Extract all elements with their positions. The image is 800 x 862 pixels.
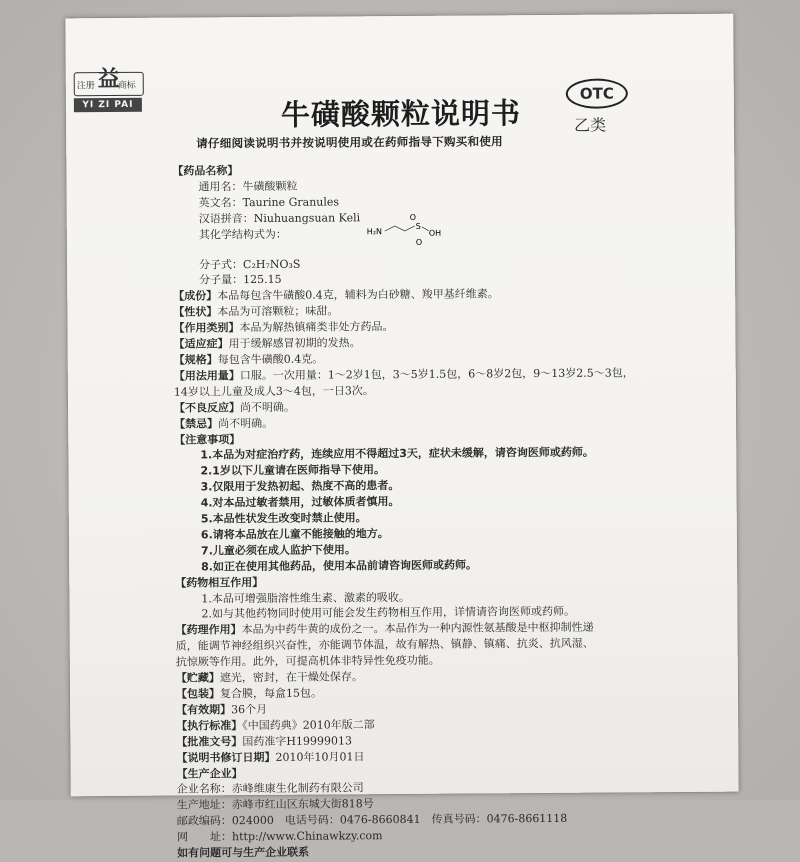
adverse-text: 尚不明确。: [239, 400, 296, 414]
interaction-header: 【药物相互作用】: [175, 575, 264, 590]
note-item: 5.本品性状发生改变时禁止使用。: [200, 511, 367, 526]
pharmacology-text-2: 质，能调节神经组织兴奋性，亦能调节体温，故有解热、镇静、镇痛、抗炎、抗风湿、: [175, 636, 594, 653]
formula-label: 分子式：: [198, 257, 244, 271]
interaction-item: 2.如与其他药物同时使用可能会发生药物相互作用，详情请咨询医师或药师。: [201, 605, 575, 621]
category-text: 本品为解热镇痛类非处方药品。: [239, 320, 394, 335]
storage-header: 【贮藏】: [175, 671, 220, 685]
otc-badge: OTC: [566, 78, 628, 108]
revision-header: 【说明书修订日期】: [176, 750, 276, 765]
formula-value: C₂H₇NO₃S: [242, 257, 301, 271]
package-header: 【包装】: [175, 687, 221, 701]
usage-text-2: 14岁以上儿童及成人3～4包，一日3次。: [173, 383, 374, 399]
logo-right-word: 商标: [117, 80, 136, 91]
storage-text: 遮光，密封，在干燥处保存。: [219, 670, 363, 685]
document-title: 牛磺酸颗粒说明书: [280, 96, 522, 132]
indication-header: 【适应症】: [173, 337, 229, 351]
note-item: 6.请将本品放在儿童不能接触的地方。: [200, 527, 389, 542]
standard-header: 【执行标准】: [176, 718, 243, 733]
adverse-header: 【不良反应】: [173, 400, 241, 415]
notes-header: 【注意事项】: [174, 432, 241, 447]
chem-sulfur: S: [415, 221, 421, 231]
company-address: 生产地址：赤峰市红山区东城大街818号: [176, 797, 374, 812]
note-item: 2.1岁以下儿童请在医师指导下使用。: [200, 463, 385, 478]
revision-text: 2010年10月01日: [275, 749, 365, 764]
usage-text-1: 口服。一次用量：1～2岁1包，3～5岁1.5包，6～8岁2包，9～13岁2.5～3包，: [239, 366, 634, 383]
composition-header: 【成份】: [173, 289, 218, 303]
approval-header: 【批准文号】: [176, 734, 243, 749]
chem-amine: H₂N: [366, 227, 383, 237]
note-item: 8.如正在使用其他药品，使用本品前请咨询医师或药师。: [201, 558, 478, 574]
character-header: 【性状】: [173, 305, 218, 319]
contra-header: 【禁忌】: [174, 416, 219, 431]
validity-header: 【有效期】: [176, 703, 232, 717]
company-contact: 邮政编码：024000 电话号码：0476-8660841 传真号码：0476-8661118: [176, 812, 568, 828]
contra-text: 尚不明确。: [218, 416, 274, 430]
validity-text: 36个月: [231, 702, 268, 717]
chem-oxygen-top: O: [409, 212, 417, 222]
note-item: 7.儿童必须在成人监护下使用。: [200, 543, 356, 558]
composition-text: 本品每包含牛磺酸0.4克，辅料为白砂糖、羧甲基纤维素。: [217, 287, 499, 303]
logo-pinyin: YI ZI PAI: [74, 98, 142, 112]
chem-oxygen-bottom: O: [415, 237, 423, 247]
otc-class: 乙类: [573, 115, 607, 135]
character-text: 本品为可溶颗粒；味甜。: [217, 304, 339, 319]
usage-header: 【用法用量】: [173, 369, 240, 383]
spec-header: 【规格】: [173, 353, 218, 367]
company-name: 企业名称：赤峰维康生化制药有限公司: [176, 781, 364, 797]
company-website: 网 址：http://www.Chinawkzy.com: [176, 829, 383, 844]
spec-text: 每包含牛磺酸0.4克。: [217, 352, 324, 367]
note-item: 1.本品为对症治疗药，连续应用不得超过3天，症状未缓解，请咨询医师或药师。: [200, 446, 594, 462]
usage-warning: 请仔细阅读说明书并按说明使用或在药师指导下购买和使用: [196, 134, 504, 151]
note-item: 3.仅限用于发热初起、热度不高的患者。: [200, 479, 400, 494]
logo-mark: 益: [97, 66, 120, 93]
indication-text: 用于缓解感冒初期的发热。: [228, 336, 361, 351]
approval-text: 国药准字H19999013: [242, 734, 352, 748]
brand-logo: [74, 62, 144, 122]
footer-note: 如有问题可与生产企业联系: [177, 845, 310, 860]
package-text: 复合膜，每盒15包。: [219, 686, 323, 701]
logo-left-word: 注册: [76, 81, 95, 92]
pharmacology-text-3: 抗惊厥等作用。此外，可提高机体非特异性免疫功能。: [175, 653, 440, 669]
generic-name: 通用名：牛磺酸颗粒: [198, 179, 298, 194]
pharmacology-text-1: 本品为中药牛黄的成份之一。本品作为一种内源性氨基酸是中枢抑制性递: [241, 621, 594, 637]
category-header: 【作用类别】: [173, 321, 240, 335]
pharmacology-header: 【药理作用】: [175, 623, 242, 637]
drug-name-header: 【药品名称】: [172, 164, 239, 178]
standard-text: 《中国药典》2010年版二部: [242, 718, 375, 732]
note-item: 4.对本品过敏者禁用，过敏体质者慎用。: [200, 495, 400, 510]
manufacturer-header: 【生产企业】: [176, 766, 243, 781]
interaction-item: 1.本品可增强脂溶性维生素、激素的吸收。: [201, 590, 410, 605]
pinyin-name: 汉语拼音：Niuhuangsuan Keli: [198, 211, 361, 226]
leaflet-body: [172, 160, 737, 862]
structure-label: 其化学结构式为：: [198, 227, 287, 242]
leaflet-page: [65, 14, 738, 860]
molecular-weight: 分子量：125.15: [199, 273, 282, 287]
chem-hydroxyl: OH: [428, 228, 442, 238]
english-name: 英文名：Taurine Granules: [198, 195, 340, 210]
